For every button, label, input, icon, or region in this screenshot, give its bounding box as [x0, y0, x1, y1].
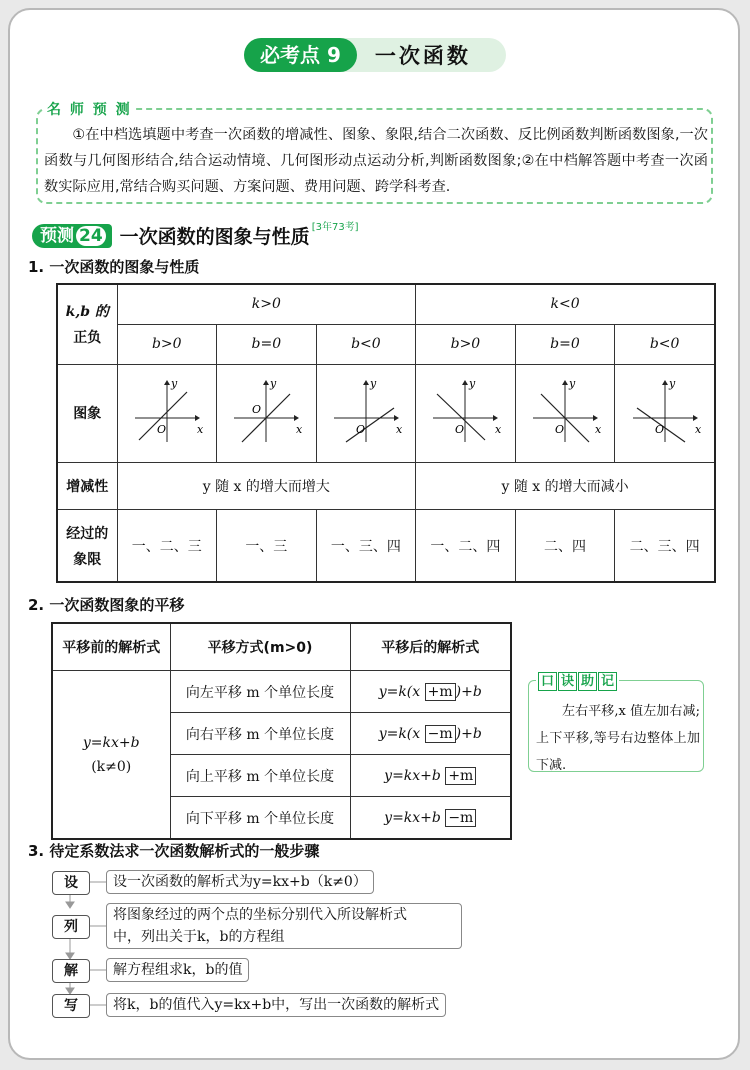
origin-label: O: [455, 423, 465, 437]
method-left: 向左平移 m 个单位长度: [170, 671, 350, 713]
prediction-label: 名 师 预 测: [44, 99, 135, 119]
result-up-box: +m: [445, 767, 476, 785]
result-down-box: −m: [445, 809, 476, 827]
kb-label-line2: 正负: [73, 330, 102, 347]
k-positive-header: k>0: [117, 284, 416, 324]
y-axis-label: y: [469, 378, 476, 391]
origin-label: O: [252, 403, 262, 417]
y-axis-label: y: [369, 378, 377, 391]
monotonicity-decreasing: y 随 x 的增大而减小: [416, 463, 715, 510]
mnemonic-text: 左右平移,x 值左加右减;上下平移,等号右边整体上加下减.: [536, 704, 700, 773]
result-down-pre: y=kx+b: [384, 809, 441, 826]
b-sign-cell: b>0: [416, 324, 516, 364]
section-frequency: [3年73考]: [311, 222, 359, 233]
origin-label: O: [554, 423, 564, 437]
step-key-list: 列: [52, 915, 90, 939]
quadrant-cell: 一、三、四: [316, 510, 416, 582]
quadrant-cell: 二、四: [515, 510, 615, 582]
y-axis-label: y: [170, 378, 177, 391]
step-set-text: 设一次函数的解析式为y=kx+b（k≠0）: [113, 874, 367, 890]
quadrant-label-line1: 经过的: [66, 525, 109, 542]
origin-label: O: [654, 423, 664, 437]
step-set-box: [106, 870, 374, 894]
step-list-text-2: 中，列出关于k，b的方程组: [113, 929, 285, 945]
original-expression-line1: y=kx+b: [82, 734, 140, 751]
step-solve-box: [106, 958, 249, 982]
section-number: 24: [76, 226, 106, 246]
section-tag-text: 预测: [40, 225, 74, 246]
kb-label-line1: k,b 的: [65, 304, 109, 321]
origin-label: O: [156, 423, 166, 437]
step-write-box: [106, 993, 446, 1017]
mnemonic-char-4: 记: [598, 672, 617, 691]
title-tag: 必考点 9: [244, 38, 357, 72]
header-before: 平移前的解析式: [52, 623, 170, 671]
step-key-set: 设: [52, 871, 90, 895]
x-axis-label: x: [495, 423, 502, 437]
header-method: 平移方式(m>0): [170, 623, 350, 671]
quadrant-cell: 二、三、四: [615, 510, 715, 582]
title-name: 一次函数: [374, 44, 471, 68]
part3-heading: 3. 待定系数法求一次函数解析式的一般步骤: [28, 842, 320, 860]
x-axis-label: x: [196, 423, 203, 437]
step-key-solve: 解: [52, 959, 90, 983]
step-list-box: [106, 903, 462, 949]
y-axis-label: y: [270, 378, 277, 391]
original-expression-line2: (k≠0): [91, 758, 132, 775]
x-axis-label: x: [296, 423, 303, 437]
result-up-pre: y=kx+b: [384, 767, 441, 784]
method-down: 向下平移 m 个单位长度: [170, 797, 350, 840]
result-right-pre: y=k(x: [378, 725, 421, 742]
graph-row-label: 图象: [57, 364, 117, 462]
b-sign-cell: b<0: [316, 324, 416, 364]
result-left-box: +m: [425, 683, 456, 701]
quadrant-cell: 一、三: [217, 510, 317, 582]
result-left-pre: y=k(x: [378, 683, 421, 700]
header-after: 平移后的解析式: [350, 623, 511, 671]
x-axis-label: x: [694, 423, 701, 437]
method-right: 向右平移 m 个单位长度: [170, 713, 350, 755]
monotonicity-label: 增减性: [57, 463, 117, 510]
origin-label: O: [355, 423, 365, 437]
quadrant-label-line2: 象限: [73, 551, 102, 568]
result-right-box: −m: [425, 725, 456, 743]
x-axis-label: x: [594, 423, 601, 437]
x-axis-label: x: [395, 423, 402, 437]
quadrant-cell: 一、二、三: [117, 510, 217, 582]
part1-heading: 1. 一次函数的图象与性质: [28, 258, 200, 276]
section-title: 一次函数的图象与性质: [119, 226, 310, 248]
b-sign-cell: b=0: [217, 324, 317, 364]
step-solve-text: 解方程组求k，b的值: [113, 962, 243, 978]
y-axis-label: y: [668, 378, 675, 391]
b-sign-cell: b>0: [117, 324, 217, 364]
part2-heading: 2. 一次函数图象的平移: [28, 596, 185, 614]
mnemonic-char-2: 诀: [558, 672, 577, 691]
mnemonic-char-3: 助: [578, 672, 597, 691]
monotonicity-increasing: y 随 x 的增大而增大: [117, 463, 416, 510]
b-sign-cell: b=0: [515, 324, 615, 364]
result-right-post: )+b: [455, 725, 482, 742]
prediction-text: ①在中档选填题中考查一次函数的增减性、图象、象限,结合二次函数、反比例函数判断函数图象,一次函数与几何图形结合,结合运动情境、几何图形动点运动分析,判断函数图象;②在中档解答题中考查一次函数实际应用,常结合购买问题、方案问题、费用问题、跨学科考查.: [44, 127, 708, 195]
step-key-write: 写: [52, 994, 90, 1018]
k-negative-header: k<0: [416, 284, 715, 324]
mnemonic-char-1: 口: [538, 672, 557, 691]
step-list-text-1: 将图象经过的两个点的坐标分别代入所设解析式: [113, 907, 407, 923]
result-left-post: )+b: [455, 683, 482, 700]
step-write-text: 将k，b的值代入y=kx+b中，写出一次函数的解析式: [113, 997, 440, 1013]
b-sign-cell: b<0: [615, 324, 715, 364]
y-axis-label: y: [568, 378, 576, 391]
method-up: 向上平移 m 个单位长度: [170, 755, 350, 797]
quadrant-cell: 一、二、四: [416, 510, 516, 582]
